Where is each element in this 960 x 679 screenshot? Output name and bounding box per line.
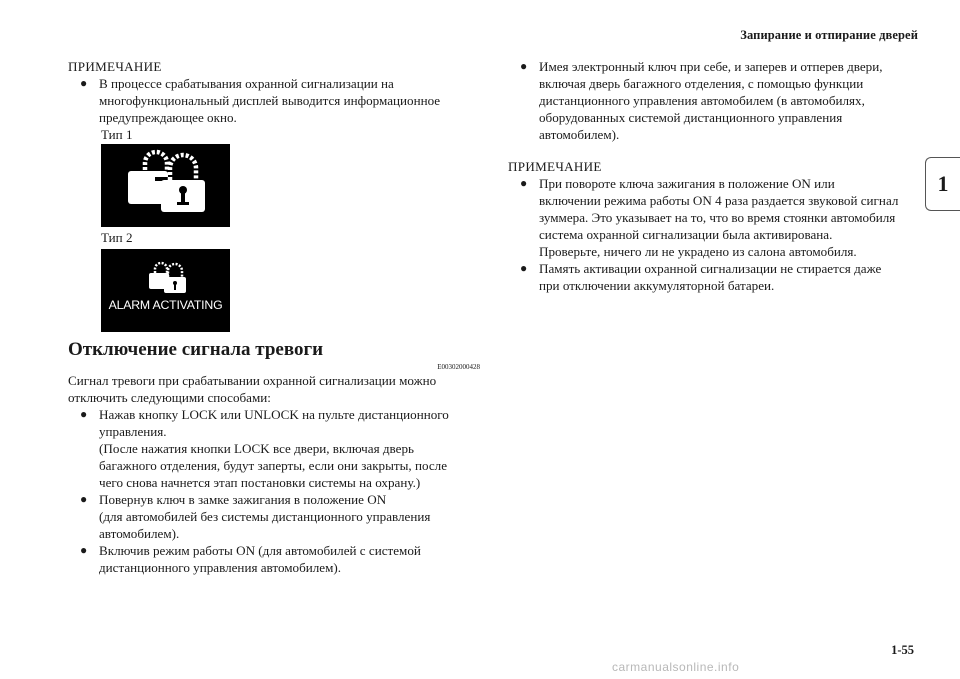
section-code: E00302000428 xyxy=(437,363,480,371)
watermark: carmanualsonline.info xyxy=(612,660,740,674)
note-bullet-memory xyxy=(508,260,918,294)
bullet-line: багажного отделения, будут заперты, если они закрыты, после xyxy=(99,458,448,473)
bullet-icon xyxy=(80,406,87,423)
bullet-icon xyxy=(520,260,527,277)
note-bullet xyxy=(68,75,480,126)
bullet-line: (для автомобилей без системы дистанционного управления xyxy=(99,509,431,524)
note-bullet-buzzer xyxy=(508,175,918,260)
bullet-line: При повороте ключа зажигания в положение ON или xyxy=(539,176,835,191)
bullet-line: многофункциональный дисплей выводится информационное xyxy=(99,93,441,108)
bullet-line: оборудованных системой дистанционного управления xyxy=(539,110,843,125)
lock-alarm-icon xyxy=(101,144,230,227)
right-column xyxy=(508,58,918,294)
bullet-icon xyxy=(520,175,527,192)
bullet-line: включая дверь багажного отделения, с помощью функции xyxy=(539,76,864,91)
lock-alarm-icon xyxy=(101,249,230,332)
bullet-line: управления. xyxy=(99,424,167,439)
method-bullet-on-mode xyxy=(68,542,480,576)
bullet-line: при отключении аккумуляторной батареи. xyxy=(539,278,775,293)
note-title: ПРИМЕЧАНИЕ xyxy=(508,159,602,174)
section-intro-line: Сигнал тревоги при срабатывании охранной сигнализации можно xyxy=(68,373,437,388)
page-number: 1-55 xyxy=(891,643,914,657)
bullet-line: дистанционного управления автомобилем (в автомобилях, xyxy=(539,93,865,108)
bullet-line: Проверьте, ничего ли не украдено из салона автомобиля. xyxy=(539,244,857,259)
type1-label: Тип 1 xyxy=(101,127,133,142)
bullet-line: система охранной сигнализации была активирована. xyxy=(539,227,833,242)
bullet-icon xyxy=(80,75,87,92)
section-intro-line: отключить следующими способами: xyxy=(68,390,271,405)
type1-display-figure xyxy=(101,144,230,227)
bullet-line: включении режима работы ON 4 раза раздается звуковой сигнал xyxy=(539,193,899,208)
method-bullet-lock xyxy=(68,406,480,491)
bullet-line: Нажав кнопку LOCK или UNLOCK на пульте дистанционного xyxy=(99,407,449,422)
bullet-line: дистанционного управления автомобилем). xyxy=(99,560,342,575)
section-title: Отключение сигнала тревоги xyxy=(68,339,324,360)
method-bullet-electronic-key xyxy=(508,58,918,143)
bullet-icon xyxy=(520,58,527,75)
bullet-line: Включив режим работы ON (для автомобилей с системой xyxy=(99,543,421,558)
chapter-tab: 1 xyxy=(925,157,960,211)
alarm-activating-text: ALARM ACTIVATING xyxy=(108,298,223,312)
bullet-line: предупреждающее окно. xyxy=(99,110,237,125)
bullet-line: В процессе срабатывания охранной сигнализации на xyxy=(99,76,394,91)
bullet-line: зуммера. Это указывает на то, что во время стоянки автомобиля xyxy=(539,210,896,225)
method-bullet-key xyxy=(68,491,480,542)
bullet-line: автомобилем). xyxy=(539,127,620,142)
type2-label: Тип 2 xyxy=(101,230,133,245)
running-title: Запирание и отпирание дверей xyxy=(740,28,918,42)
type2-display-figure xyxy=(101,249,230,332)
bullet-line: (После нажатия кнопки LOCK все двери, включая дверь xyxy=(99,441,414,456)
bullet-line: Повернув ключ в замке зажигания в положение ON xyxy=(99,492,387,507)
bullet-line: Имея электронный ключ при себе, и заперев и отперев двери, xyxy=(539,59,883,74)
bullet-line: Память активации охранной сигнализации не стирается даже xyxy=(539,261,882,276)
note-title: ПРИМЕЧАНИЕ xyxy=(68,59,162,74)
bullet-line: автомобилем). xyxy=(99,526,180,541)
bullet-icon xyxy=(80,491,87,508)
bullet-icon xyxy=(80,542,87,559)
left-column xyxy=(68,58,480,576)
bullet-line: чего снова начнется этап постановки системы на охрану.) xyxy=(99,475,421,490)
